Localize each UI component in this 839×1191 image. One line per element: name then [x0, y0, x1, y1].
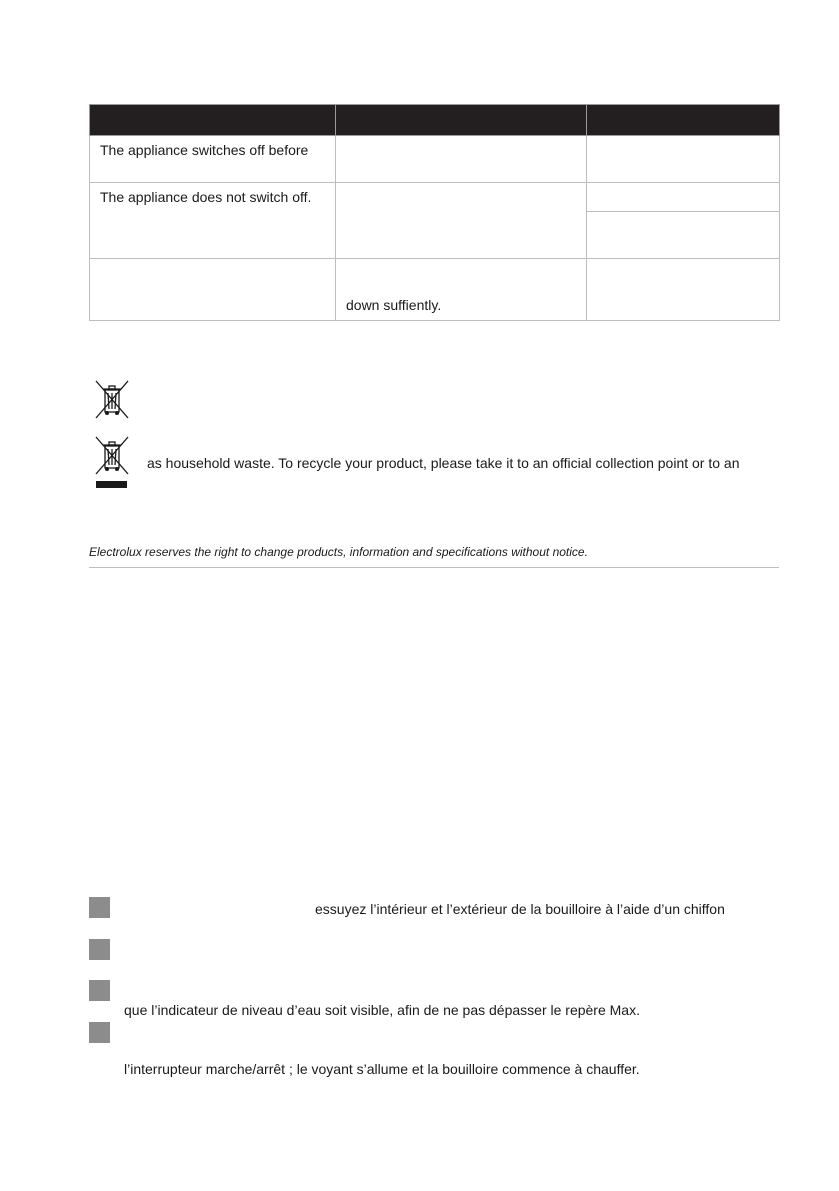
table-header-row — [90, 105, 780, 136]
step-box-4 — [89, 1022, 110, 1043]
problem-cell: The appliance does not switch off. — [90, 183, 336, 259]
weee-underline-bar — [96, 481, 127, 488]
step-text-line: que l’indicateur de niveau d’eau soit visible, afin de ne pas dépasser le repère Max. — [124, 1002, 640, 1018]
troubleshooting-table — [89, 104, 780, 321]
step-text-line: l’interrupteur marche/arrêt ; le voyant s’allume et la bouilloire commence à chauffer. — [124, 1061, 640, 1077]
header-cell-solution — [587, 105, 780, 136]
solution-cell — [587, 211, 780, 258]
step-box-2 — [89, 939, 110, 960]
header-cell-cause — [336, 105, 587, 136]
table-row — [90, 136, 780, 183]
crossed-bin-icon — [95, 380, 129, 420]
disposal-text: as household waste. To recycle your product, please take it to an official collection point or to an — [147, 455, 740, 471]
notice-text: Electrolux reserves the right to change products, information and specifications without notice. — [89, 545, 588, 559]
step-box-1 — [89, 897, 110, 918]
solution-cell — [587, 183, 780, 212]
step-text-line: essuyez l’intérieur et l’extérieur de la bouilloire à l’aide d’un chiffon — [315, 901, 725, 917]
solution-cell — [587, 136, 780, 183]
crossed-bin-icon — [95, 436, 129, 476]
table-row — [90, 259, 780, 321]
header-cell-problem — [90, 105, 336, 136]
cause-cell: down suffiently. — [336, 259, 587, 321]
cause-cell — [336, 183, 587, 259]
solution-cell — [587, 259, 780, 321]
divider — [89, 567, 779, 568]
problem-cell: The appliance switches off before — [90, 136, 336, 183]
cause-cell — [336, 136, 587, 183]
problem-cell — [90, 259, 336, 321]
step-box-3 — [89, 980, 110, 1001]
table-row — [90, 183, 780, 212]
